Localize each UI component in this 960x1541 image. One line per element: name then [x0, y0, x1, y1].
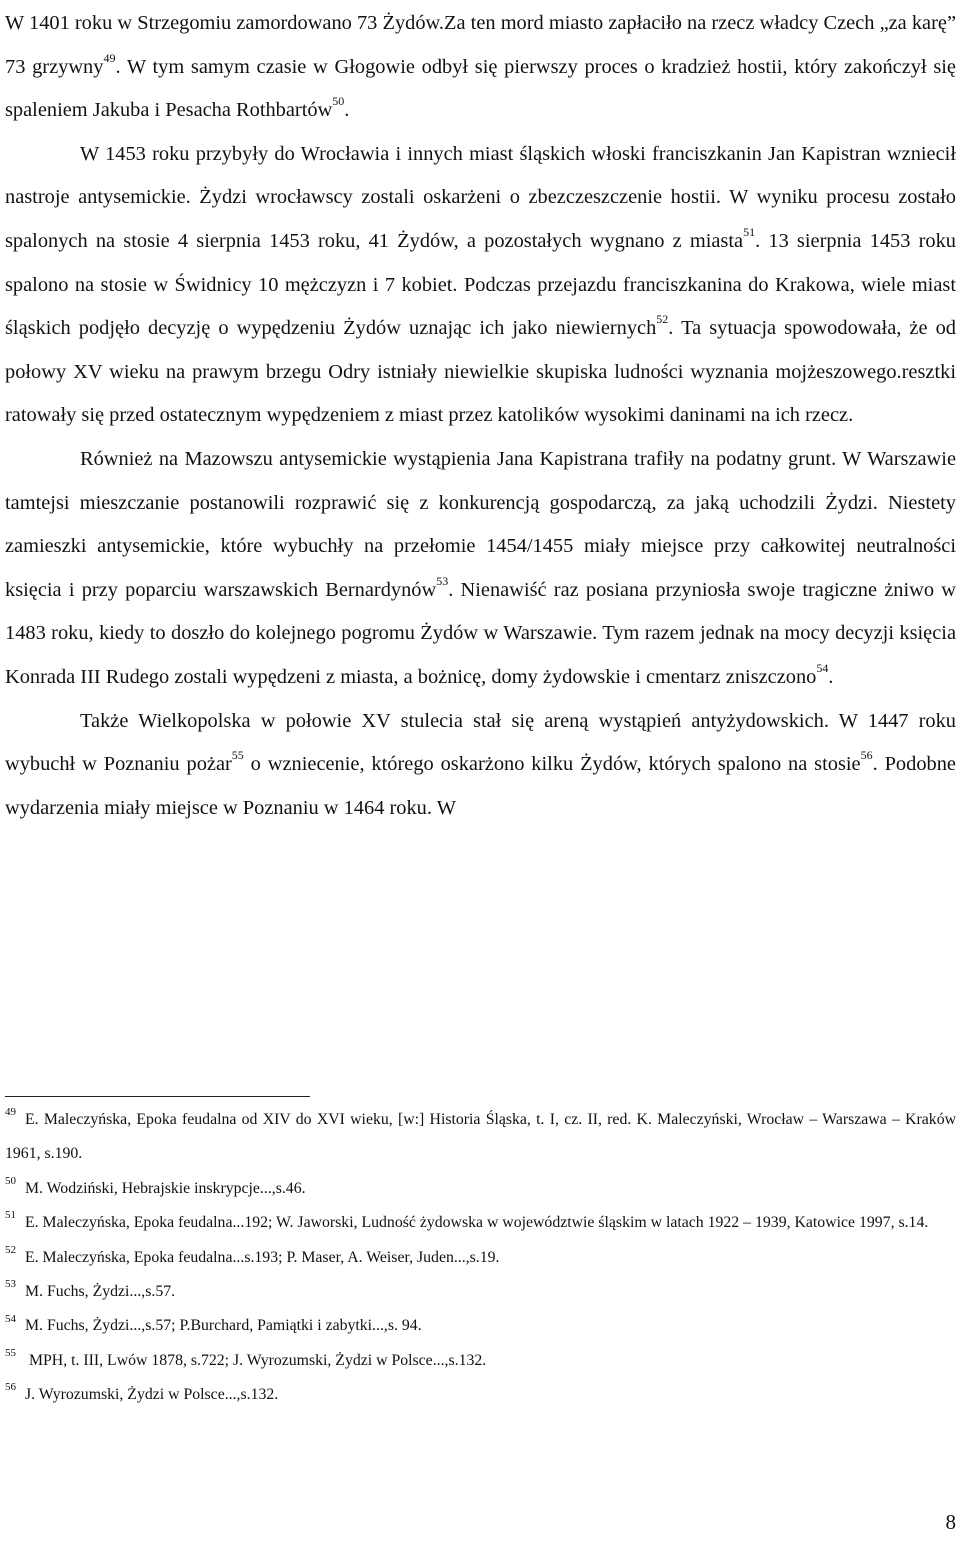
- footnote-reference: 52: [656, 312, 669, 327]
- footnote-number: 53: [5, 1278, 16, 1291]
- body-text: [5, 2, 956, 830]
- footnote-number: 55: [5, 1347, 16, 1360]
- footnotes: [5, 1103, 956, 1413]
- paragraph-text: Także Wielkopolska w połowie XV stulecia stał się areną wystąpień antyżydowskich. W 1447 roku wybuchł w Poznaniu pożar: [5, 709, 956, 776]
- footnote: [5, 1172, 956, 1206]
- paragraph: [5, 2, 956, 133]
- footnote-text: MPH, t. III, Lwów 1878, s.722; J. Wyrozumski, Żydzi w Polsce...,s.132.: [25, 1351, 487, 1369]
- paragraph-text: W 1401 roku w Strzegomiu zamordowano 73 Żydów.Za ten mord miasto zapłaciło na rzecz władcy Czech „za karę” 73 grzywny: [5, 12, 956, 78]
- paragraph: [5, 438, 956, 700]
- paragraph: [5, 133, 956, 438]
- footnote-text: E. Maleczyńska, Epoka feudalna...192; W. Jaworski, Ludność żydowska w województwie śląskim w latach 1922 – 1939, Katowice 1997, s.14.: [25, 1214, 929, 1232]
- paragraph-text: .: [344, 99, 350, 122]
- paragraph-text: . Ta sytuacja spowodowała, że od połowy XV wieku na prawym brzegu Odry istniały niewielkie skupiska ludności wyznania mojżeszowego.resztki ratowały się przed ostatecznym wypędzeniem z miast przez katolików wysokimi daninami na ich rzecz.: [5, 317, 956, 427]
- footnote-text: J. Wyrozumski, Żydzi w Polsce...,s.132.: [25, 1386, 279, 1404]
- paragraph-text: . 13 sierpnia 1453 roku spalono na stosie w Świdnicy 10 mężczyzn i 7 kobiet. Podczas przejazdu franciszkanina do Krakowa, wiele miast śląskich podjęło decyzję o wypędzeniu Żydów uznając ich jako niewiernych: [5, 229, 956, 340]
- footnote: [5, 1275, 956, 1309]
- footnote-reference: 50: [332, 94, 345, 109]
- footnote: [5, 1378, 956, 1412]
- paragraph-text: Również na Mazowszu antysemickie wystąpienia Jana Kapistrana trafiły na podatny grunt. W Warszawie tamtejsi mieszczanie postanowili rozprawić się z konkurencją gospodarczą, za jaką uchodzili Żydzi. Niestety zamieszki antysemickie, które wybuchły na przełomie 1454/1455 miały miejsce przy całkowitej neutralności księcia i przy poparciu warszawskich Bernardynów: [5, 447, 956, 601]
- footnote-text: M. Fuchs, Żydzi...,s.57; P.Burchard, Pamiątki i zabytki...,s. 94.: [25, 1317, 422, 1335]
- footnote-reference: 53: [436, 573, 449, 588]
- footnote-number: 56: [5, 1381, 16, 1394]
- footnote-number: 50: [5, 1175, 16, 1188]
- paragraph-text: . W tym samym czasie w Głogowie odbył się pierwszy proces o kradzież hostii, który zakończył się spaleniem Jakuba i Pesacha Rothbartów: [5, 55, 956, 122]
- footnote-reference: 55: [231, 748, 244, 763]
- footnote: [5, 1103, 956, 1172]
- paragraph: [5, 700, 956, 831]
- footnote-reference: 54: [816, 661, 829, 676]
- footnote-separator: [5, 1096, 310, 1097]
- footnote-text: M. Wodziński, Hebrajskie inskrypcje...,s.46.: [25, 1179, 306, 1197]
- footnote-reference: 51: [743, 225, 756, 240]
- footnote-text: E. Maleczyńska, Epoka feudalna od XIV do XVI wieku, [w:] Historia Śląska, t. I, cz. II, red. K. Maleczyński, Wrocław – Warszawa – Kraków 1961, s.190.: [5, 1111, 956, 1163]
- footnote: [5, 1344, 956, 1378]
- document-page: [5, 0, 956, 1541]
- footnote-number: 49: [5, 1106, 16, 1119]
- footnote-text: E. Maleczyńska, Epoka feudalna...s.193; P. Maser, A. Weiser, Juden...,s.19.: [25, 1248, 500, 1266]
- page-number: 8: [945, 1510, 956, 1534]
- footnote: [5, 1206, 956, 1240]
- paragraph-text: . Podobne wydarzenia miały miejsce w Poznaniu w 1464 roku. W: [5, 753, 956, 819]
- paragraph-text: .: [828, 665, 834, 688]
- paragraph-text: o wzniecenie, którego oskarżono kilku Żydów, których spalono na stosie: [243, 753, 861, 776]
- paragraph-text: . Nienawiść raz posiana przyniosła swoje tragiczne żniwo w 1483 roku, kiedy to doszło do kolejnego pogromu Żydów w Warszawie. Tym razem jednak na mocy decyzji księcia Konrada III Rudego zostali wypędzeni z miasta, a bożnicę, domy żydowskie i cmentarz zniszczono: [5, 578, 956, 688]
- footnote-reference: 56: [860, 748, 873, 763]
- footnote-text: M. Fuchs, Żydzi...,s.57.: [25, 1283, 176, 1301]
- footnote: [5, 1241, 956, 1275]
- paragraph-text: W 1453 roku przybyły do Wrocławia i innych miast śląskich włoski franciszkanin Jan Kapistran wzniecił nastroje antysemickie. Żydzi wrocławscy zostali oskarżeni o zbezczeszczenie hostii. W wyniku procesu zostało spalonych na stosie 4 sierpnia 1453 roku, 41 Żydów, a pozostałych wygnano z miasta: [5, 142, 956, 252]
- footnote: [5, 1309, 956, 1343]
- footnote-number: 52: [5, 1243, 16, 1256]
- footnote-number: 54: [5, 1312, 16, 1325]
- footnote-reference: 49: [103, 50, 116, 65]
- footnote-number: 51: [5, 1209, 16, 1222]
